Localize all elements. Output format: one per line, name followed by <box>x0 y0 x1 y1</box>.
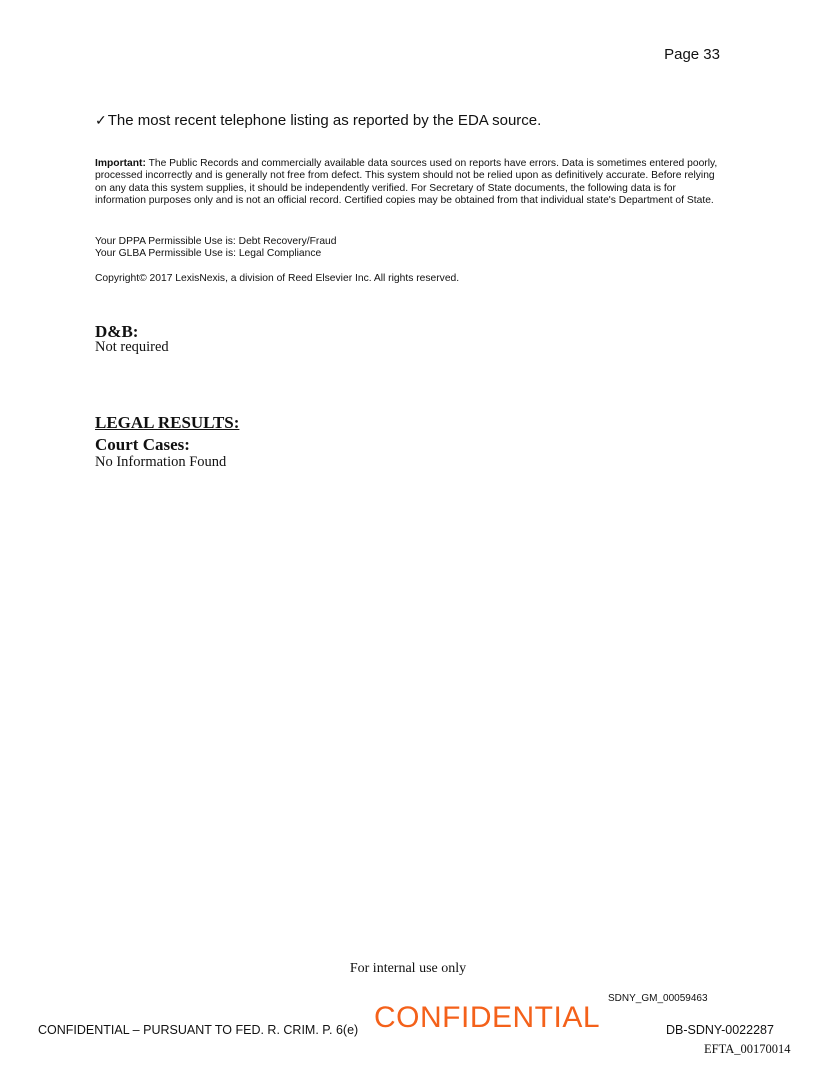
internal-use-footer: For internal use only <box>349 961 467 976</box>
legal-results-heading: LEGAL RESULTS: <box>95 413 240 432</box>
glba-permissible-use: Your GLBA Permissible Use is: Legal Compliance <box>95 248 322 260</box>
important-label: Important: <box>95 158 146 169</box>
bates-number-sdny-gm: SDNY_GM_00059463 <box>608 993 708 1004</box>
bates-number-db-sdny: DB-SDNY-0022287 <box>666 1023 774 1037</box>
db-heading: D&B: <box>95 322 139 341</box>
important-text: The Public Records and commercially available data sources used on reports have errors. Data is sometimes entered poorly, processed incorrectly and is generally not free from defect. This system should not be relied upon as definitively accurate. Before relying on any data this system supplies, it should be independently verified. For Secretary of State documents, the following data is for information purposes only and is not an official record. Certified copies may be obtained from that individual state's Department of State. <box>95 158 718 206</box>
check-icon: ✓ <box>95 112 107 128</box>
court-cases-heading: Court Cases: <box>95 435 190 454</box>
efta-number: EFTA_00170014 <box>704 1042 791 1056</box>
dppa-permissible-use: Your DPPA Permissible Use is: Debt Recovery/Fraud <box>95 236 337 247</box>
important-disclaimer <box>95 158 725 207</box>
page-number: Page 33 <box>664 46 720 63</box>
telephone-listing-text: The most recent telephone listing as reported by the EDA source. <box>107 112 542 129</box>
telephone-listing-note <box>95 112 541 129</box>
court-cases-text: No Information Found <box>95 454 227 470</box>
permissible-use-block <box>95 236 337 261</box>
db-text: Not required <box>95 339 169 355</box>
copyright-notice: Copyright© 2017 LexisNexis, a division of Reed Elsevier Inc. All rights reserved. <box>95 273 460 284</box>
confidential-notice: CONFIDENTIAL – PURSUANT TO FED. R. CRIM. P. 6(e) <box>38 1023 359 1037</box>
confidential-stamp: CONFIDENTIAL <box>374 1001 601 1034</box>
